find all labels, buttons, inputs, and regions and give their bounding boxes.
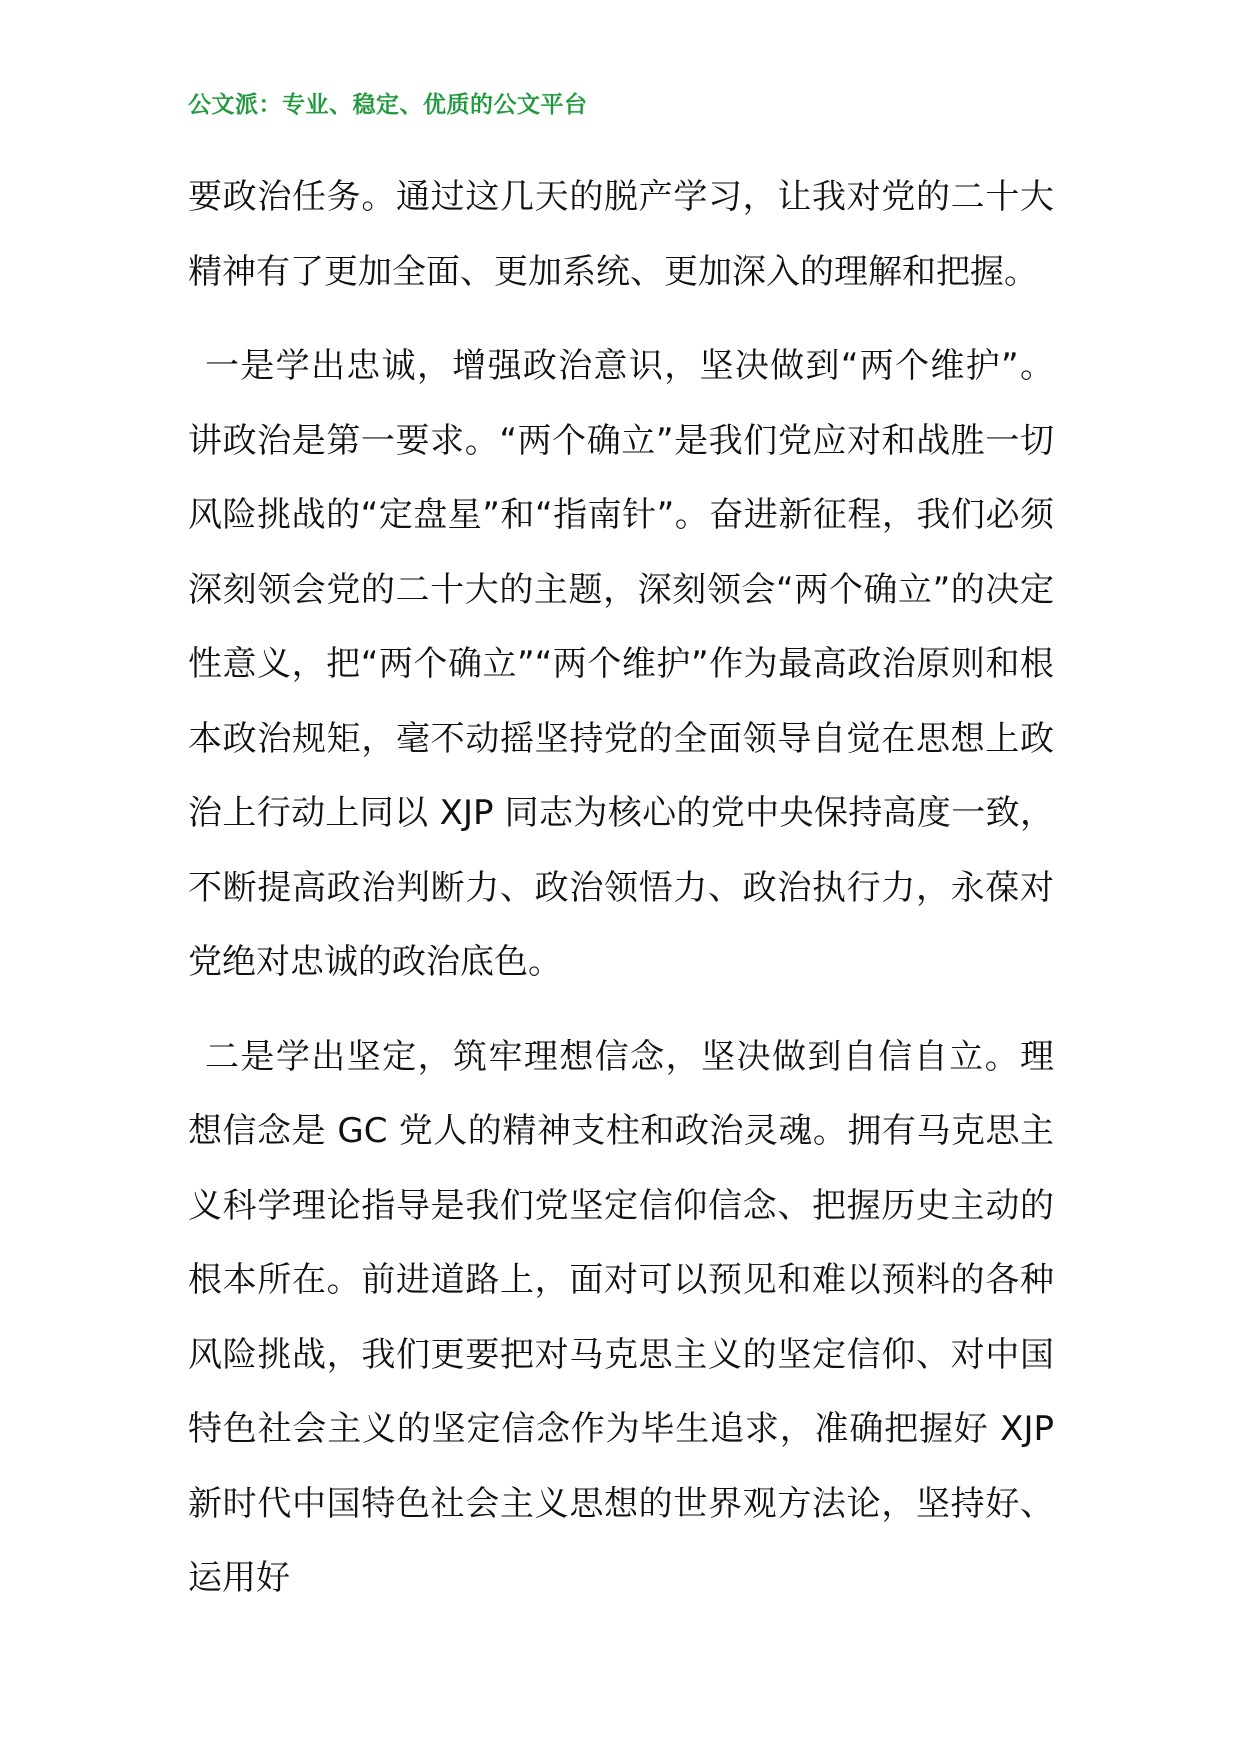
paragraph-loyalty: 一是学出忠诚，增强政治意识，坚决做到“两个维护”。讲政治是第一要求。“两个确立”是我们党应对和战胜一切风险挑战的“定盘星”和“指南针”。奋进新征程，我们必须深刻领会党的二十大的主题，深刻领会“两个确立”的决定性意义，把“两个确立”“两个维护”作为最高政治原则和根本政治规矩，毫不动摇坚持党的全面领导自觉在思想上政治上行动上同以 XJP 同志为核心的党中央保持高度一致，不断提高政治判断力、政治领悟力、政治执行力，永葆对党绝对忠诚的政治底色。: [188, 346, 1054, 982]
page-header-title: 公文派：专业、稳定、优质的公文平台: [188, 92, 588, 118]
paragraph-firmness: 二是学出坚定，筑牢理想信念，坚决做到自信自立。理想信念是 GC 党人的精神支柱和政治灵魂。拥有马克思主义科学理论指导是我们党坚定信仰信念、把握历史主动的根本所在。前进道路上，面对可以预见和难以预料的各种风险挑战，我们更要把对马克思主义的坚定信仰、对中国特色社会主义的坚定信念作为毕生追求，准确把握好 XJP 新时代中国特色社会主义思想的世界观方法论，坚持好、运用好: [188, 1036, 1054, 1598]
document-body: [188, 160, 1054, 1616]
paragraph-continuation: 要政治任务。通过这几天的脱产学习，让我对党的二十大精神有了更加全面、更加系统、更加深入的理解和把握。: [188, 177, 1054, 292]
